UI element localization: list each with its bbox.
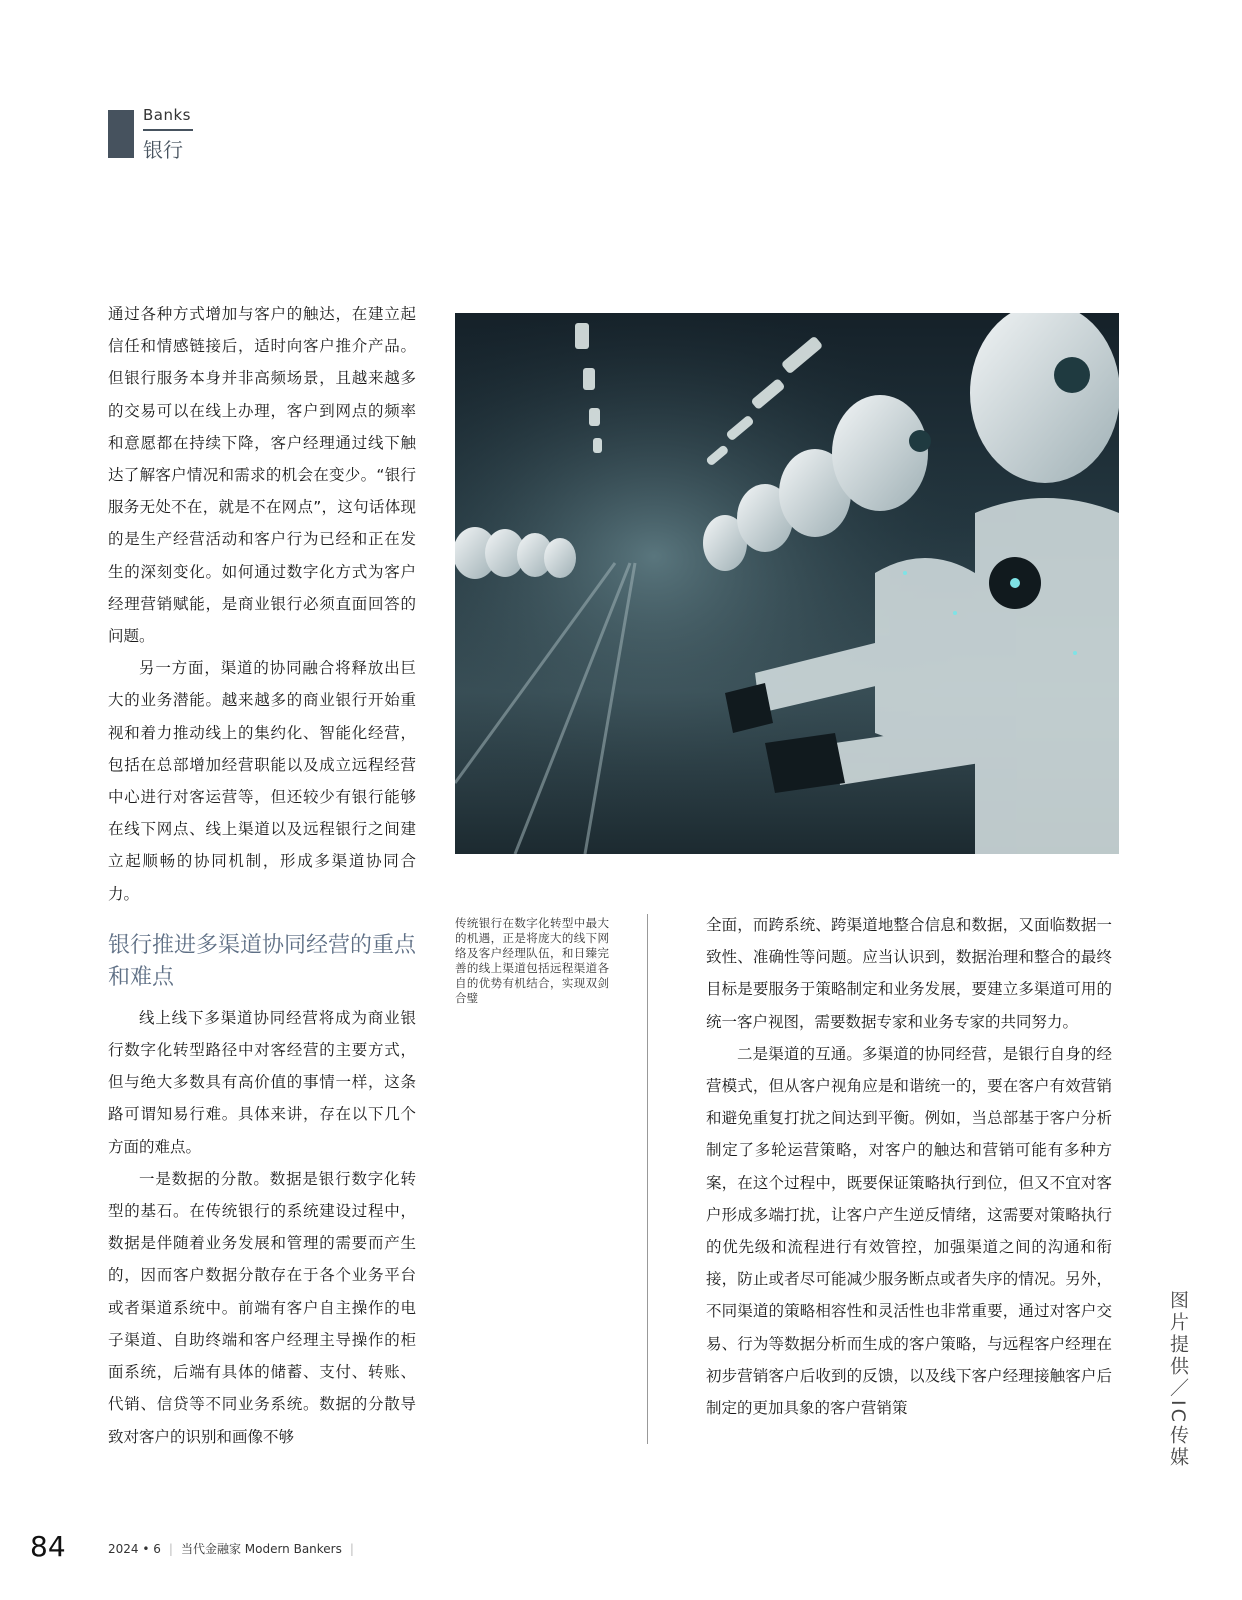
paragraph: 全面，而跨系统、跨渠道地整合信息和数据，又面临数据一致性、准确性等问题。应当认识到，数据治理和整合的最终目标是要服务于策略制定和业务发展，要建立多渠道可用的统一客户视图，需要数据专家和业务专家的共同努力。 (706, 916, 1112, 1031)
subheading: 银行推进多渠道协同经营的重点和难点 (108, 932, 417, 990)
paragraph: 二是渠道的互通。多渠道的协同经营，是银行自身的经营模式，但从客户视角应是和谐统一的，要在客户有效营销和避免重复打扰之间达到平衡。例如，当总部基于客户分析制定了多轮运营策略，对客户的触达和营销可能有多种方案，在这个过程中，既要保证策略执行到位，但又不宜对客户形成多端打扰，让客户产生逆反情绪，这需要对策略执行的优先级和流程进行有效管控，加强渠道之间的沟通和衔接，防止或者尽可能减少服务断点或者失序的情况。另外，不同渠道的策略相容性和灵活性也非常重要，通过对客户交易、行为等数据分析而生成的客户策略，与远程客户经理在初步营销客户后收到的反馈，以及线下客户经理接触客户后制定的更加具象的客户营销策 (706, 1044, 1112, 1418)
robots-illustration (455, 313, 1119, 854)
issue-date: 2024 • 6 (108, 1541, 161, 1556)
section-marker (108, 110, 134, 158)
section-rule (143, 129, 193, 131)
footer-divider: | (349, 1541, 354, 1556)
column-divider (647, 914, 648, 1444)
paragraph: 一是数据的分散。数据是银行数字化转型的基石。在传统银行的系统建设过程中，数据是伴随着业务发展和管理的需要而产生的，因而客户数据分散存在于各个业务平台或者渠道系统中。前端有客户自主操作的电子渠道、自助终端和客户经理主导操作的柜面系统，后端有具体的储蓄、支付、转账、代销、信贷等不同业务系统。数据的分散导致对客户的识别和画像不够 (108, 1169, 416, 1446)
paragraph: 通过各种方式增加与客户的触达，在建立起信任和情感链接后，适时向客户推介产品。但银行服务本身并非高频场景，且越来越多的交易可以在线上办理，客户到网点的频率和意愿都在持续下降，客户经理通过线下触达了解客户情况和需求的机会在变少。“银行服务无处不在，就是不在网点”，这句话体现的是生产经营活动和客户行为已经和正在发生的深刻变化。如何通过数字化方式为客户经理营销赋能，是商业银行必须直面回答的问题。 (108, 305, 416, 646)
photo-caption: 传统银行在数字化转型中最大的机遇，正是将庞大的线下网络及客户经理队伍，和日臻完善的线上渠道包括远程渠道各自的优势有机结合，实现双剑合璧 (455, 916, 609, 1005)
section-label-zh: 银行 (143, 138, 183, 162)
paragraph: 线上线下多渠道协同经营将成为商业银行数字化转型路径中对客经营的主要方式，但与绝大多数具有高价值的事情一样，这条路可谓知易行难。具体来讲，存在以下几个方面的难点。 (108, 1008, 416, 1156)
right-column (706, 909, 1112, 1424)
left-column (108, 298, 416, 1453)
page-number: 84 (30, 1530, 66, 1563)
footer (108, 1540, 354, 1557)
magazine-name: 当代金融家 Modern Bankers (180, 1542, 342, 1556)
paragraph: 另一方面，渠道的协同融合将释放出巨大的业务潜能。越来越多的商业银行开始重视和着力推动线上的集约化、智能化经营，包括在总部增加经营职能以及成立远程经营中心进行对客运营等，但还较少有银行能够在线下网点、线上渠道以及远程银行之间建立起顺畅的协同机制，形成多渠道协同合力。 (108, 659, 416, 903)
robots-photo (455, 313, 1119, 854)
section-label-en: Banks (143, 106, 191, 124)
footer-divider: | (168, 1541, 173, 1556)
photo-credit: 图片提供／IC传媒 (1167, 1290, 1189, 1469)
